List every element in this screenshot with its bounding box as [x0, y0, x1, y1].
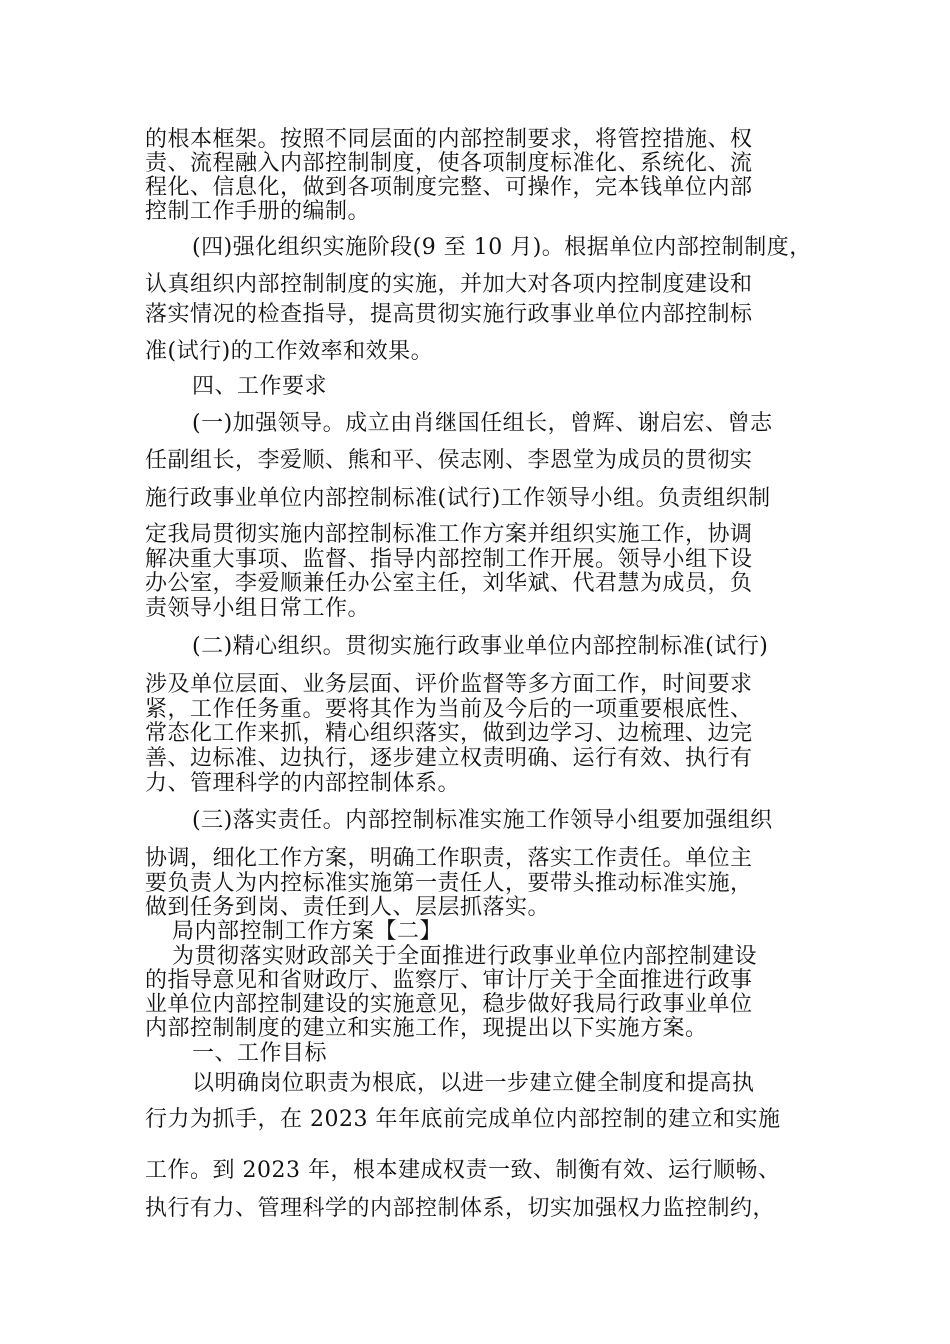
text-line: 准(试行)的工作效率和效果。 [145, 339, 434, 364]
text-line: (一)加强领导。成立由肖继国任组长，曾辉、谢启宏、曾志 [192, 411, 773, 436]
text-line: 工作。到 2023 年，根本建成权责一致、制衡有效、运行顺畅、 [145, 1158, 781, 1183]
text-line: 责、流程融入内部控制制度，使各项制度标准化、系统化、流 [145, 151, 753, 176]
section-heading: 一、工作目标 [192, 1041, 328, 1066]
text-line: 善、边标准、边执行，逐步建立权责明确、运行有效、执行有 [145, 746, 753, 771]
text-line: 做到任务到岗、责任到人、层层抓落实。 [145, 895, 551, 920]
section-heading: 四、工作要求 [192, 374, 328, 399]
text-line: 行力为抓手，在 2023 年年底前完成单位内部控制的建立和实施 [145, 1107, 781, 1132]
text-line: 涉及单位层面、业务层面、评价监督等多方面工作，时间要求 [145, 672, 753, 697]
text-line: 施行政事业单位内部控制标准(试行)工作领导小组。负责组织制 [145, 486, 771, 511]
text-line: 以明确岗位职责为根底，以进一步建立健全制度和提高执 [192, 1071, 755, 1096]
text-line: 常态化工作来抓，精心组织落实，做到边学习、边梳理、边完 [145, 721, 753, 746]
section-title: 局内部控制工作方案【二】 [172, 919, 443, 944]
text-line: 业单位内部控制建设的实施意见，稳步做好我局行政事业单位 [145, 992, 753, 1017]
text-line: 紧，工作任务重。要将其作为当前及今后的一项重要根底性、 [145, 697, 753, 722]
text-line: 要负责人为内控标准实施第一责任人，要带头推动标准实施， [145, 871, 753, 896]
text-line: 执行有力、管理科学的内部控制体系，切实加强权力监控制约， [145, 1196, 776, 1221]
text-line: (四)强化组织实施阶段(9 至 10 月)。根据单位内部控制制度， [192, 235, 812, 260]
text-line: 办公室，李爱顺兼任办公室主任，刘华斌、代君慧为成员，负 [145, 571, 753, 596]
text-line: 内部控制制度的建立和实施工作，现提出以下实施方案。 [145, 1016, 708, 1041]
text-line: 控制工作手册的编制。 [145, 199, 371, 224]
text-line: 认真组织内部控制制度的实施，并加大对各项内控制度建设和 [145, 272, 753, 297]
text-line: 为贯彻落实财政部关于全面推进行政事业单位内部控制建设 [172, 944, 758, 969]
text-line: 程化、信息化，做到各项制度完整、可操作，完本钱单位内部 [145, 175, 753, 200]
text-line: 的根本框架。按照不同层面的内部控制要求，将管控措施、权 [145, 127, 753, 152]
text-line: 任副组长，李爱顺、熊和平、侯志刚、李恩堂为成员的贯彻实 [145, 448, 753, 473]
text-line: 协调，细化工作方案，明确工作职责，落实工作责任。单位主 [145, 846, 753, 871]
text-line: (二)精心组织。贯彻实施行政事业单位内部控制标准(试行) [192, 634, 769, 659]
text-line: (三)落实责任。内部控制标准实施工作领导小组要加强组织 [192, 808, 773, 833]
text-line: 力、管理科学的内部控制体系。 [145, 771, 461, 796]
text-line: 的指导意见和省财政厅、监察厅、审计厅关于全面推进行政事 [145, 968, 753, 993]
text-line: 定我局贯彻实施内部控制标准工作方案并组织实施工作，协调 [145, 522, 753, 547]
text-line: 解决重大事项、监督、指导内部控制工作开展。领导小组下设 [145, 547, 753, 572]
text-line: 落实情况的检查指导，提高贯彻实施行政事业单位内部控制标 [145, 302, 753, 327]
text-line: 责领导小组日常工作。 [145, 596, 371, 621]
